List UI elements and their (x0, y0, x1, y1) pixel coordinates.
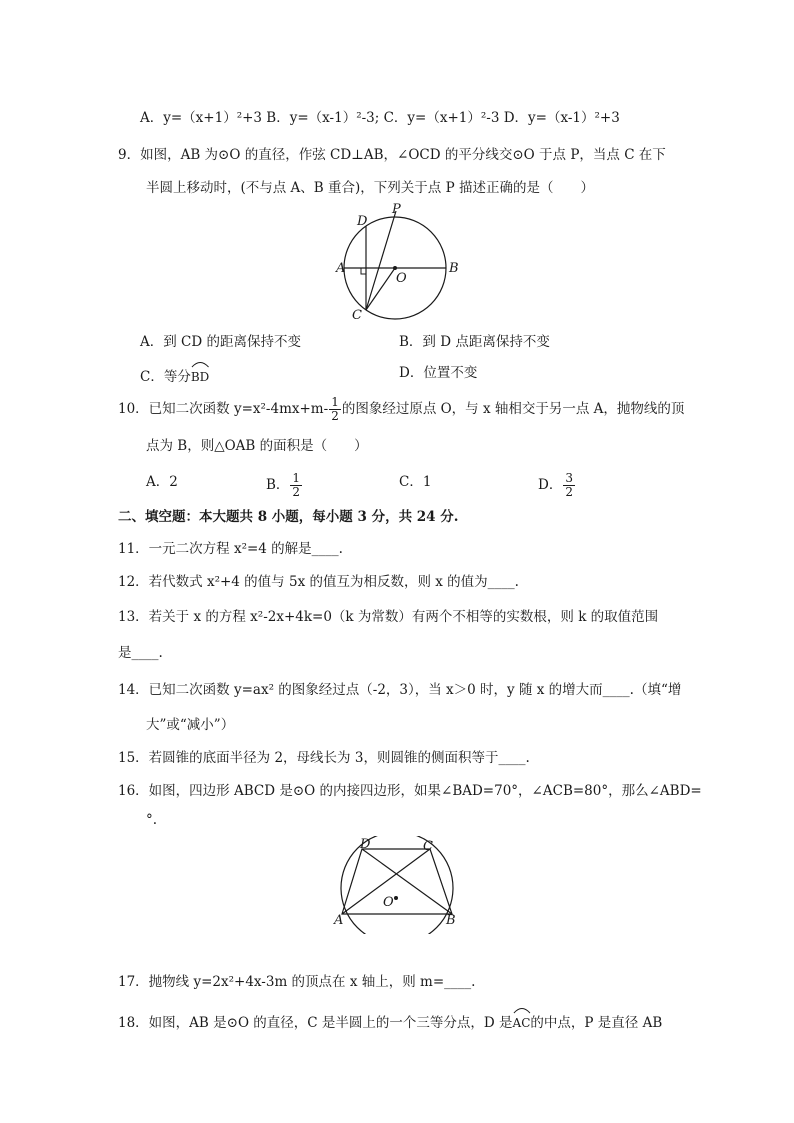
q10-option-d: D． $\frac{3}{2}$ (538, 471, 573, 499)
q12: 12．若代数式 x²+4 的值与 5x 的值互为相反数，则 x 的值为____. (118, 574, 519, 590)
q10-option-b: B． $\frac{1}{2}$ (266, 471, 301, 499)
q14-line2: 大”或“减小”） (146, 717, 235, 733)
q9-option-d: D．位置不变 (399, 365, 478, 381)
q9-label-b: B (449, 261, 459, 276)
q9-option-c: C．等分 BD (140, 363, 209, 387)
q16-circle-diagram (330, 836, 465, 934)
q9-label-c: C (352, 308, 362, 323)
q9-label-d: D (357, 214, 368, 229)
q10-stem-line1: 10．已知二次函数 y=x²-4mx+m- $\frac{1}{2}$ 的图象经过原点 O，与 x 轴相交于另一点 A，抛物线的顶 (118, 395, 685, 423)
q14-line1: 14．已知二次函数 y=ax² 的图象经过点（-2，3），当 x＞0 时，y 随 x 的增大而____.（填“增 (118, 682, 682, 698)
q16-line2: °. (146, 812, 158, 828)
q9-label-a: A (336, 261, 346, 276)
q16-label-a: A (334, 913, 344, 928)
arc-notation: AC (513, 1009, 531, 1033)
q10-option-a: A．2 (146, 474, 178, 490)
fraction: $\frac{3}{2}$ (565, 471, 573, 499)
q17: 17．抛物线 y=2x²+4x-3m 的顶点在 x 轴上，则 m=____. (118, 974, 476, 990)
q16-label-d: D (360, 837, 371, 852)
q13-line1: 13．若关于 x 的方程 x²-2x+4k=0（k 为常数）有两个不相等的实数根，则 k 的取值范围 (118, 609, 659, 625)
q10-option-c: C．1 (399, 474, 432, 490)
section2-heading: 二、填空题：本大题共 8 小题，每小题 3 分，共 24 分. (118, 509, 459, 525)
q8-options: A．y=（x+1）²+3 B．y=（x-1）²-3; C．y=（x+1）²-3 D．y=（x-1）²+3 (140, 110, 620, 126)
q9-option-a: A．到 CD 的距离保持不变 (140, 334, 301, 350)
q9-circle-diagram (330, 203, 460, 323)
q16-label-c: C (423, 839, 433, 854)
q9-label-o: O (396, 271, 407, 286)
q9-stem-line1: 9．如图，AB 为⊙O 的直径，作弦 CD⊥AB，∠OCD 的平分线交⊙O 于点 P，当点 C 在下 (118, 147, 666, 163)
arc-notation: BD (191, 363, 209, 387)
q16-label-b: B (446, 913, 456, 928)
q10-stem-line2: 点为 B，则△OAB 的面积是（ ） (146, 438, 368, 454)
q15: 15．若圆锥的底面半径为 2，母线长为 3，则圆锥的侧面积等于____. (118, 750, 530, 766)
q11: 11．一元二次方程 x²=4 的解是____. (118, 541, 343, 557)
q9-option-b: B．到 D 点距离保持不变 (399, 334, 550, 350)
q9-label-p: P (392, 203, 401, 217)
q16-label-o: O (383, 895, 394, 910)
fraction: $\frac{1}{2}$ (292, 471, 301, 499)
q9-stem-line2: 半圆上移动时，(不与点 A、B 重合)，下列关于点 P 描述正确的是（ ） (146, 180, 594, 196)
q13-line2: 是____. (118, 645, 163, 661)
q18-line1: 18．如图，AB 是⊙O 的直径，C 是半圆上的一个三等分点，D 是 AC的中点，P 是直径 AB (118, 1009, 662, 1033)
q16-line1: 16．如图，四边形 ABCD 是⊙O 的内接四边形，如果∠BAD=70°，∠ACB=80°，那么∠ABD= (118, 783, 702, 799)
fraction: $\frac{1}{2}$ (331, 395, 339, 423)
